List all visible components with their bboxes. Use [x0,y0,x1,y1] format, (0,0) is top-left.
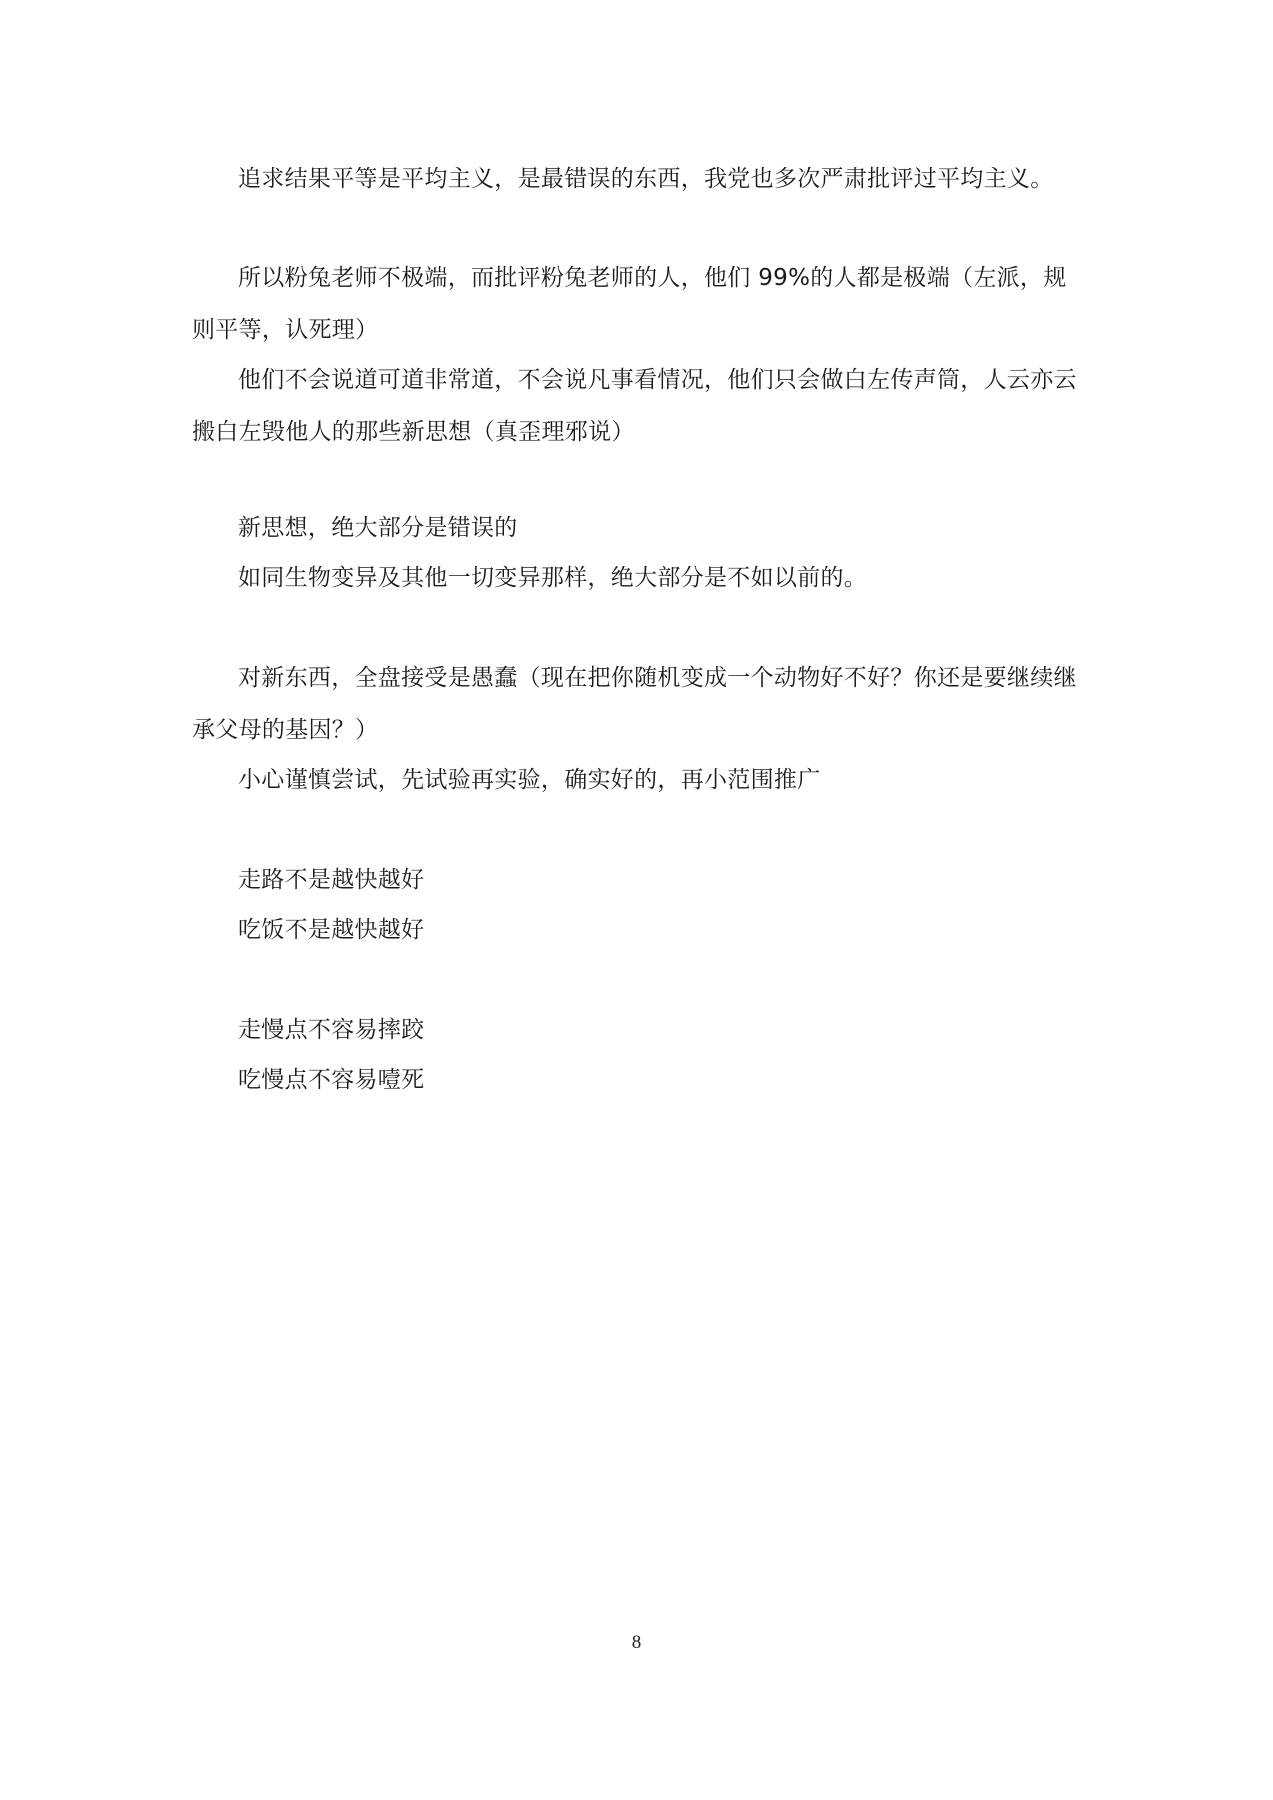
paragraph-10: 走慢点不容易摔跤 [238,1017,425,1043]
paragraph-5: 如同生物变异及其他一切变异那样，绝大部分是不如以前的。 [238,565,868,591]
paragraph-2: 所以粉兔老师不极端，而批评粉兔老师的人，他们 99%的人都是极端（左派，规则平等，认死理） [192,265,1067,343]
paragraph-8: 走路不是越快越好 [238,867,425,893]
paragraph-6: 对新东西，全盘接受是愚蠢（现在把你随机变成一个动物好不好？你还是要继续继承父母的基因？） [192,665,1077,743]
paragraph-7: 小心谨慎尝试，先试验再实验，确实好的，再小范围推广 [238,767,821,793]
paragraph-4: 新思想，绝大部分是错误的 [238,515,518,541]
page-number: 8 [631,1632,642,1653]
paragraph-1: 追求结果平等是平均主义，是最错误的东西，我党也多次严肃批评过平均主义。 [238,166,1054,192]
paragraph-11: 吃慢点不容易噎死 [238,1067,425,1093]
paragraph-9: 吃饭不是越快越好 [238,917,425,943]
paragraph-3: 他们不会说道可道非常道，不会说凡事看情况，他们只会做白左传声筒，人云亦云搬白左毁他人的那些新思想（真歪理邪说） [192,367,1077,445]
